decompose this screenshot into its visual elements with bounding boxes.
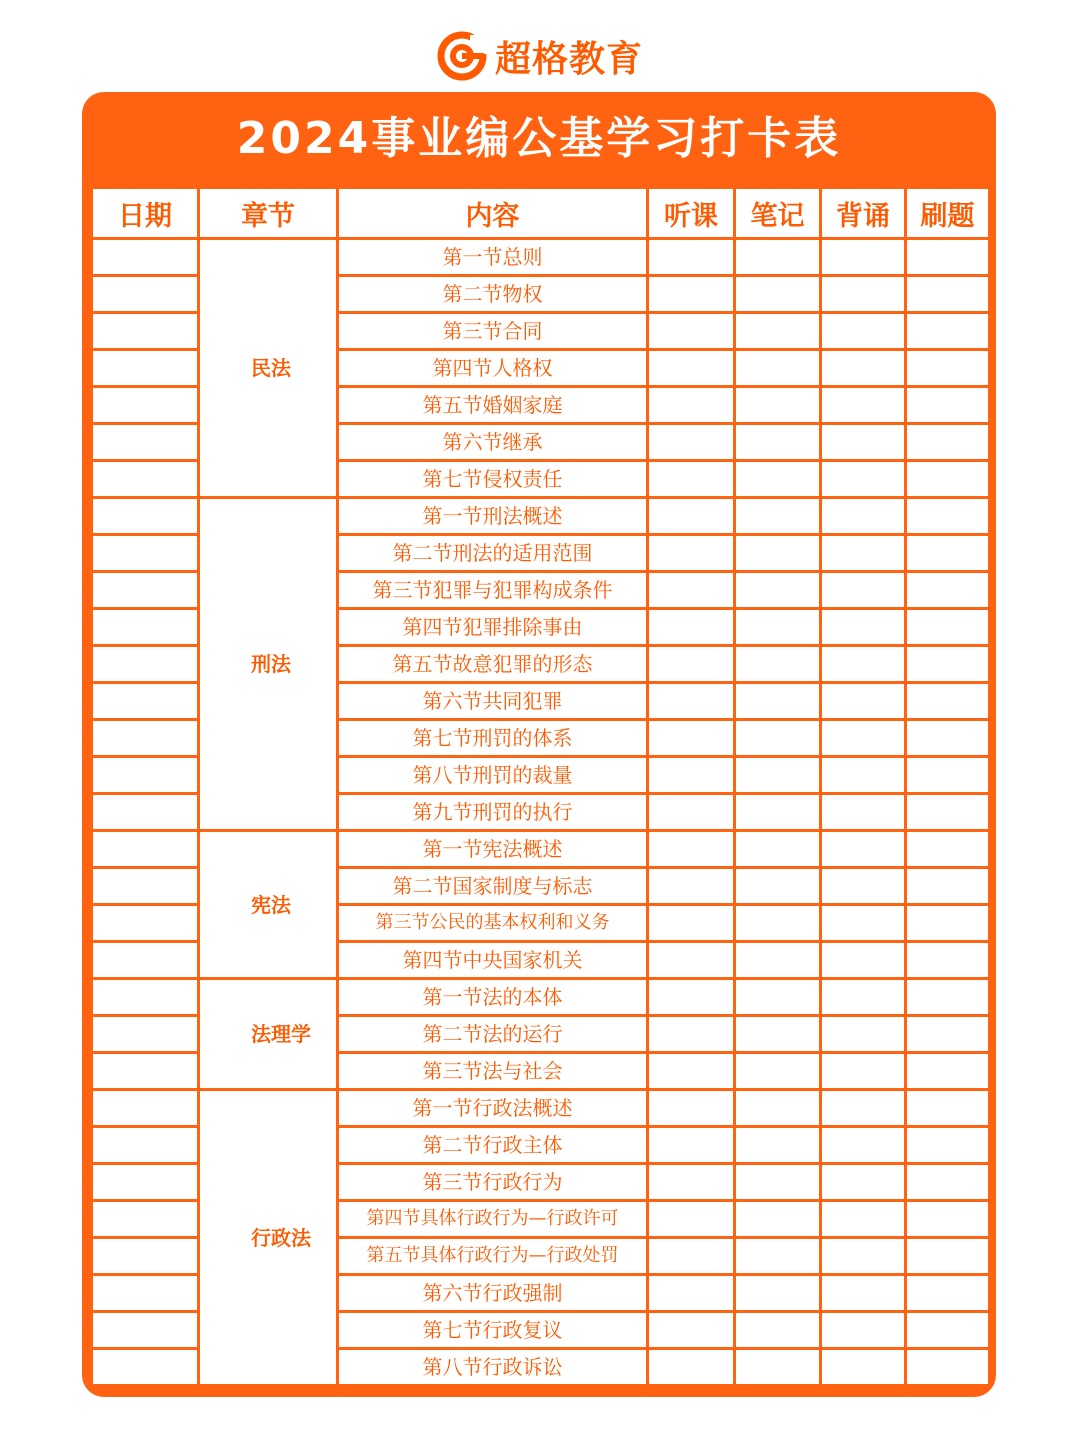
lecture-check-cell[interactable] [649,277,733,311]
content-cell: 第七节行政复议 [339,1313,646,1347]
lecture-check-cell[interactable] [649,1128,733,1162]
notes-check-cell[interactable] [736,758,819,792]
notes-check-cell[interactable] [736,721,819,755]
table-row [93,980,988,1014]
content-cell: 第二节行政主体 [339,1128,646,1162]
lecture-check-cell[interactable] [649,758,733,792]
recite-check-cell[interactable] [822,906,904,940]
practice-check-cell[interactable] [907,1276,988,1310]
header-recite: 背诵 [822,189,904,237]
content-cell: 第六节继承 [339,425,646,459]
content-cell: 第五节故意犯罪的形态 [339,647,646,681]
content-cell: 第三节行政行为 [339,1165,646,1199]
lecture-check-cell[interactable] [649,536,733,570]
table-row [93,1091,988,1125]
chapter-name: 法理学 [251,1022,311,1046]
date-cell[interactable] [93,1017,197,1051]
lecture-check-cell[interactable] [649,721,733,755]
recite-check-cell[interactable] [822,1350,904,1384]
practice-check-cell[interactable] [907,647,988,681]
recite-check-cell[interactable] [822,1017,904,1051]
notes-check-cell[interactable] [736,240,819,274]
lecture-check-cell[interactable] [649,1091,733,1125]
practice-check-cell[interactable] [907,536,988,570]
header-notes: 笔记 [736,189,819,237]
date-cell[interactable] [93,388,197,422]
date-cell[interactable] [93,1350,197,1384]
brand-name: 超格教育 [494,38,643,80]
lecture-check-cell[interactable] [649,1239,733,1273]
date-cell[interactable] [93,1054,197,1088]
lecture-check-cell[interactable] [649,906,733,940]
notes-check-cell[interactable] [736,536,819,570]
recite-check-cell[interactable] [822,1239,904,1273]
content-cell: 第六节共同犯罪 [339,684,646,718]
date-cell[interactable] [93,1276,197,1310]
sheet-title: 2024事业编公基学习打卡表 [236,113,842,164]
practice-check-cell[interactable] [907,684,988,718]
content-cell: 第四节中央国家机关 [339,943,646,977]
brand-logo [0,28,1080,84]
table-row [93,499,988,533]
lecture-check-cell[interactable] [649,684,733,718]
content-cell: 第六节行政强制 [339,1276,646,1310]
content-cell: 第二节刑法的适用范围 [339,536,646,570]
content-cell: 第四节具体行政行为—行政许可 [339,1202,646,1236]
recite-check-cell[interactable] [822,277,904,311]
practice-check-cell[interactable] [907,721,988,755]
date-cell[interactable] [93,314,197,348]
recite-check-cell[interactable] [822,943,904,977]
lecture-check-cell[interactable] [649,499,733,533]
lecture-check-cell[interactable] [649,573,733,607]
recite-check-cell[interactable] [822,462,904,496]
content-cell: 第二节国家制度与标志 [339,869,646,903]
recite-check-cell[interactable] [822,795,904,829]
header-date: 日期 [93,189,197,237]
practice-check-cell[interactable] [907,1128,988,1162]
practice-check-cell[interactable] [907,425,988,459]
lecture-check-cell[interactable] [649,240,733,274]
practice-check-cell[interactable] [907,869,988,903]
table-row [93,240,988,274]
notes-check-cell[interactable] [736,610,819,644]
practice-check-cell[interactable] [907,1350,988,1384]
recite-check-cell[interactable] [822,425,904,459]
lecture-check-cell[interactable] [649,980,733,1014]
content-cell: 第一节总则 [339,240,646,274]
content-cell: 第一节法的本体 [339,980,646,1014]
content-cell: 第八节刑罚的裁量 [339,758,646,792]
date-cell[interactable] [93,647,197,681]
lecture-check-cell[interactable] [649,1350,733,1384]
recite-check-cell[interactable] [822,610,904,644]
chapter-cell [200,240,336,496]
date-cell[interactable] [93,943,197,977]
lecture-check-cell[interactable] [649,943,733,977]
date-cell[interactable] [93,1091,197,1125]
recite-check-cell[interactable] [822,1054,904,1088]
header-content: 内容 [339,189,646,237]
date-cell[interactable] [93,795,197,829]
practice-check-cell[interactable] [907,351,988,385]
practice-check-cell[interactable] [907,462,988,496]
content-cell: 第三节法与社会 [339,1054,646,1088]
lecture-check-cell[interactable] [649,1165,733,1199]
practice-check-cell[interactable] [907,1017,988,1051]
recite-check-cell[interactable] [822,240,904,274]
notes-check-cell[interactable] [736,499,819,533]
chapter-cell [200,832,336,977]
notes-check-cell[interactable] [736,425,819,459]
practice-check-cell[interactable] [907,499,988,533]
notes-check-cell[interactable] [736,277,819,311]
header-lecture: 听课 [649,189,733,237]
notes-check-cell[interactable] [736,795,819,829]
notes-check-cell[interactable] [736,906,819,940]
date-cell[interactable] [93,869,197,903]
content-cell: 第三节合同 [339,314,646,348]
content-cell: 第三节犯罪与犯罪构成条件 [339,573,646,607]
chapter-cell [200,1091,336,1384]
lecture-check-cell[interactable] [649,351,733,385]
header-row [93,189,988,237]
date-cell[interactable] [93,684,197,718]
table-body [93,240,988,1384]
notes-check-cell[interactable] [736,314,819,348]
date-cell[interactable] [93,351,197,385]
date-cell[interactable] [93,1313,197,1347]
notes-check-cell[interactable] [736,1165,819,1199]
notes-check-cell[interactable] [736,832,819,866]
date-cell[interactable] [93,1202,197,1236]
chapter-name: 刑法 [251,652,291,676]
chapter-name: 宪法 [251,892,291,917]
content-cell: 第一节宪法概述 [339,832,646,866]
content-cell: 第九节刑罚的执行 [339,795,646,829]
recite-check-cell[interactable] [822,758,904,792]
practice-check-cell[interactable] [907,573,988,607]
notes-check-cell[interactable] [736,1091,819,1125]
date-cell[interactable] [93,758,197,792]
notes-check-cell[interactable] [736,573,819,607]
notes-check-cell[interactable] [736,980,819,1014]
notes-check-cell[interactable] [736,351,819,385]
practice-check-cell[interactable] [907,1091,988,1125]
lecture-check-cell[interactable] [649,1017,733,1051]
lecture-check-cell[interactable] [649,388,733,422]
date-cell[interactable] [93,832,197,866]
date-cell[interactable] [93,1165,197,1199]
date-cell[interactable] [93,610,197,644]
notes-check-cell[interactable] [736,684,819,718]
content-cell: 第三节公民的基本权利和义务 [339,906,646,940]
lecture-check-cell[interactable] [649,832,733,866]
practice-check-cell[interactable] [907,1054,988,1088]
lecture-check-cell[interactable] [649,869,733,903]
checkin-table [90,186,991,1387]
notes-check-cell[interactable] [736,869,819,903]
recite-check-cell[interactable] [822,1165,904,1199]
brand-g-icon [437,31,487,81]
lecture-check-cell[interactable] [649,795,733,829]
table-row [93,832,988,866]
lecture-check-cell[interactable] [649,314,733,348]
date-cell[interactable] [93,499,197,533]
date-cell[interactable] [93,573,197,607]
practice-check-cell[interactable] [907,277,988,311]
lecture-check-cell[interactable] [649,425,733,459]
checkin-card [82,92,996,1397]
recite-check-cell[interactable] [822,536,904,570]
practice-check-cell[interactable] [907,758,988,792]
notes-check-cell[interactable] [736,1276,819,1310]
header-chapter: 章节 [200,189,336,237]
recite-check-cell[interactable] [822,684,904,718]
recite-check-cell[interactable] [822,1202,904,1236]
recite-check-cell[interactable] [822,1313,904,1347]
recite-check-cell[interactable] [822,832,904,866]
lecture-check-cell[interactable] [649,462,733,496]
notes-check-cell[interactable] [736,943,819,977]
practice-check-cell[interactable] [907,906,988,940]
practice-check-cell[interactable] [907,832,988,866]
lecture-check-cell[interactable] [649,1202,733,1236]
date-cell[interactable] [93,1128,197,1162]
notes-check-cell[interactable] [736,1313,819,1347]
content-cell: 第四节人格权 [339,351,646,385]
practice-check-cell[interactable] [907,610,988,644]
date-cell[interactable] [93,462,197,496]
chapter-cell [200,499,336,829]
practice-check-cell[interactable] [907,314,988,348]
notes-check-cell[interactable] [736,1128,819,1162]
lecture-check-cell[interactable] [649,647,733,681]
notes-check-cell[interactable] [736,1054,819,1088]
lecture-check-cell[interactable] [649,1054,733,1088]
notes-check-cell[interactable] [736,1239,819,1273]
content-cell: 第七节侵权责任 [339,462,646,496]
header-practice: 刷题 [907,189,988,237]
recite-check-cell[interactable] [822,314,904,348]
notes-check-cell[interactable] [736,647,819,681]
practice-check-cell[interactable] [907,795,988,829]
practice-check-cell[interactable] [907,1202,988,1236]
content-cell: 第二节法的运行 [339,1017,646,1051]
practice-check-cell[interactable] [907,1165,988,1199]
lecture-check-cell[interactable] [649,1313,733,1347]
recite-check-cell[interactable] [822,1091,904,1125]
recite-check-cell[interactable] [822,721,904,755]
content-cell: 第八节行政诉讼 [339,1350,646,1384]
content-cell: 第五节具体行政行为—行政处罚 [339,1239,646,1273]
recite-check-cell[interactable] [822,1128,904,1162]
recite-check-cell[interactable] [822,351,904,385]
notes-check-cell[interactable] [736,1017,819,1051]
practice-check-cell[interactable] [907,240,988,274]
date-cell[interactable] [93,536,197,570]
practice-check-cell[interactable] [907,1239,988,1273]
practice-check-cell[interactable] [907,1313,988,1347]
content-cell: 第七节刑罚的体系 [339,721,646,755]
recite-check-cell[interactable] [822,869,904,903]
notes-check-cell[interactable] [736,1202,819,1236]
date-cell[interactable] [93,980,197,1014]
notes-check-cell[interactable] [736,1350,819,1384]
recite-check-cell[interactable] [822,573,904,607]
content-cell: 第四节犯罪排除事由 [339,610,646,644]
recite-check-cell[interactable] [822,499,904,533]
date-cell[interactable] [93,425,197,459]
chapter-name: 行政法 [251,1225,311,1250]
content-cell: 第一节行政法概述 [339,1091,646,1125]
notes-check-cell[interactable] [736,462,819,496]
content-cell: 第二节物权 [339,277,646,311]
practice-check-cell[interactable] [907,943,988,977]
chapter-name: 民法 [251,356,291,380]
notes-check-cell[interactable] [736,388,819,422]
date-cell[interactable] [93,277,197,311]
practice-check-cell[interactable] [907,388,988,422]
recite-check-cell[interactable] [822,1276,904,1310]
date-cell[interactable] [93,721,197,755]
practice-check-cell[interactable] [907,980,988,1014]
date-cell[interactable] [93,906,197,940]
lecture-check-cell[interactable] [649,610,733,644]
recite-check-cell[interactable] [822,647,904,681]
chapter-cell [200,980,336,1088]
lecture-check-cell[interactable] [649,1276,733,1310]
date-cell[interactable] [93,1239,197,1273]
date-cell[interactable] [93,240,197,274]
content-cell: 第五节婚姻家庭 [339,388,646,422]
recite-check-cell[interactable] [822,980,904,1014]
content-cell: 第一节刑法概述 [339,499,646,533]
recite-check-cell[interactable] [822,388,904,422]
